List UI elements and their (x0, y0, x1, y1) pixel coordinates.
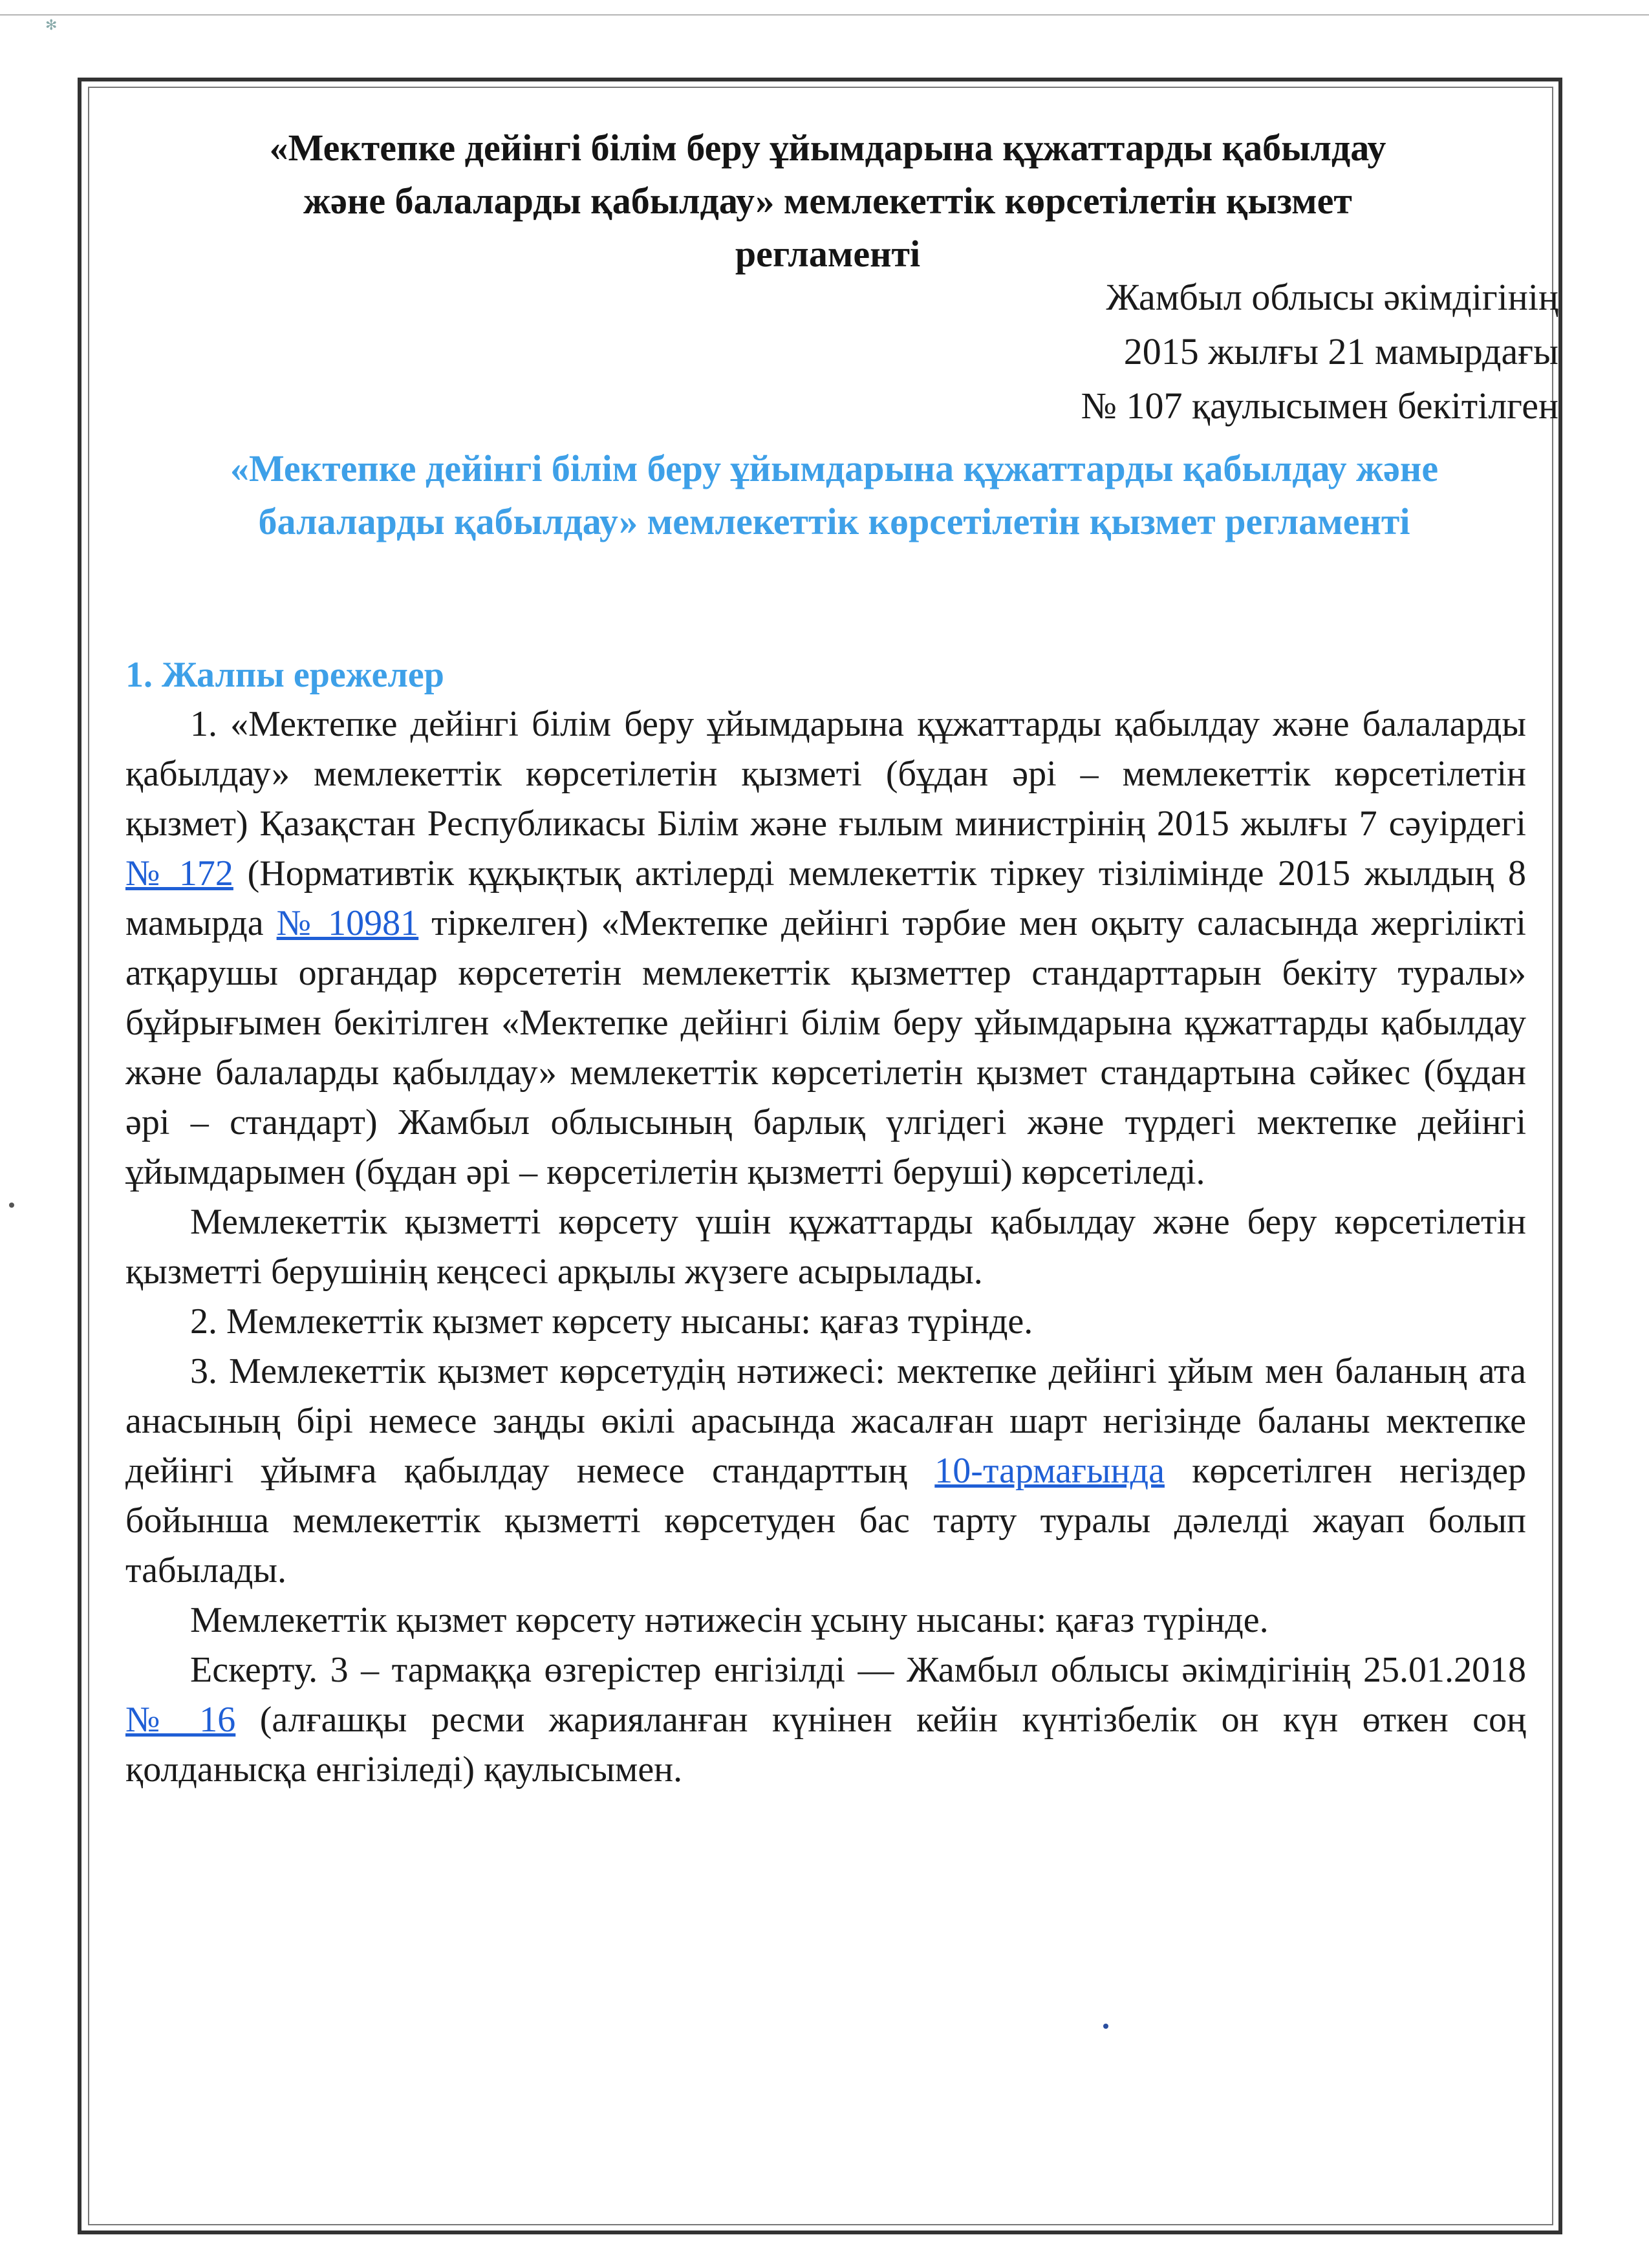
approval-line: Жамбыл облысы әкімдігінің (1106, 276, 1558, 318)
scan-speck (9, 1203, 14, 1208)
regulation-title-line: «Мектепке дейінгі білім беру ұйымдарына құжаттарды қабылдау және (230, 447, 1439, 489)
paragraph-5: Мемлекеттік қызмет көрсету нәтижесін ұсыну нысаны: қағаз түрінде. (190, 1600, 1269, 1640)
approval-line: 2015 жылғы 21 мамырдағы (1123, 330, 1558, 372)
scan-artifact-icon: ✻ (45, 17, 58, 33)
order-172-link[interactable]: № 172 (125, 853, 233, 893)
paragraph-text: (алғашқы ресми жарияланған күнінен кейін күнтізбелік он күн өткен соң қолданысқа енгізіледі) қаулысымен. (125, 1700, 1526, 1790)
paragraph-text: Ескерту. 3 – тармаққа өзгерістер енгізілді — Жамбыл облысы әкімдігінің 25.01.2018 (190, 1650, 1526, 1690)
paragraph-text: 3. Мемлекеттік қызмет көрсетудің нәтижесі: мектепке дейінгі ұйым мен баланың ата анасының бірі немесе заңды өкілі арасында жасалған шарт негізінде баланы мектепке дейінгі ұйымға қабылдау немесе стандарттың (125, 1351, 1526, 1491)
regulation-title (129, 442, 1539, 548)
paragraph-3: 2. Мемлекеттік қызмет көрсету нысаны: қағаз түрінде. (190, 1301, 1033, 1342)
paragraph-1 (125, 700, 1526, 1197)
document-title-line: «Мектепке дейінгі білім беру ұйымдарына құжаттарды қабылдау (269, 127, 1386, 169)
document-title-line: және балаларды қабылдау» мемлекеттік көрсетілетін қызмет (303, 180, 1352, 222)
section-heading: 1. Жалпы ережелер (125, 655, 444, 695)
section-body (125, 700, 1526, 1795)
standard-item-10-link[interactable]: 10-тармағында (934, 1451, 1165, 1491)
scan-top-edge (0, 14, 1649, 16)
paragraph-2: Мемлекеттік қызметті көрсету үшін құжаттарды қабылдау және беру көрсетілетін қызметті берушінің кеңсесі арқылы жүзеге асырылады. (125, 1202, 1526, 1292)
paragraph-text: (Нормативтік құқықтық актілерді мемлекеттік тіркеу тізілімінде 2015 жылдың 8 мамырда (125, 853, 1526, 943)
paragraph-text: 1. «Мектепке дейінгі білім беру ұйымдарына құжаттарды қабылдау және балаларды қабылдау» мемлекеттік көрсетілетін қызметі (бұдан әрі – мемлекеттік көрсетілетін қызмет) Қазақстан Республикасы Білім және ғылым министрінің 2015 жылғы 7 сәуірдегі (125, 704, 1526, 844)
paragraph-text: тіркелген) «Мектепке дейінгі тәрбие мен оқыту саласында жергілікті атқарушы органдар көрсететін мемлекеттік қызметтер стандарттарын бекіту туралы» бұйрығымен бекітілген «Мектепке дейінгі білім беру ұйымдарына құжаттарды қабылдау және балаларды қабылдау» мемлекеттік көрсетілетін қызмет стандартына сәйкес (бұдан әрі – стандарт) Жамбыл облысының барлық үлгідегі және түрдегі мектепке дейінгі ұйымдарымен (бұдан әрі – көрсетілетін қызметті беруші) көрсетіледі. (125, 903, 1526, 1192)
approval-line: № 107 қаулысымен бекітілген (1081, 385, 1558, 427)
registration-10981-link[interactable]: № 10981 (276, 903, 419, 943)
regulation-title-line: балаларды қабылдау» мемлекеттік көрсетілетін қызмет регламенті (258, 500, 1410, 542)
paragraph-4 (125, 1347, 1526, 1596)
document-title-line: регламенті (735, 233, 921, 275)
paragraph-text: көрсетілген негіздер бойынша мемлекеттік қызметті көрсетуден бас тарту туралы дәлелді жауап болып табылады. (125, 1451, 1526, 1590)
approval-block (1081, 270, 1558, 433)
ink-dot (1103, 2024, 1108, 2029)
document-title (155, 122, 1500, 281)
resolution-16-link[interactable]: № 16 (125, 1700, 236, 1740)
paragraph-6 (125, 1645, 1526, 1795)
